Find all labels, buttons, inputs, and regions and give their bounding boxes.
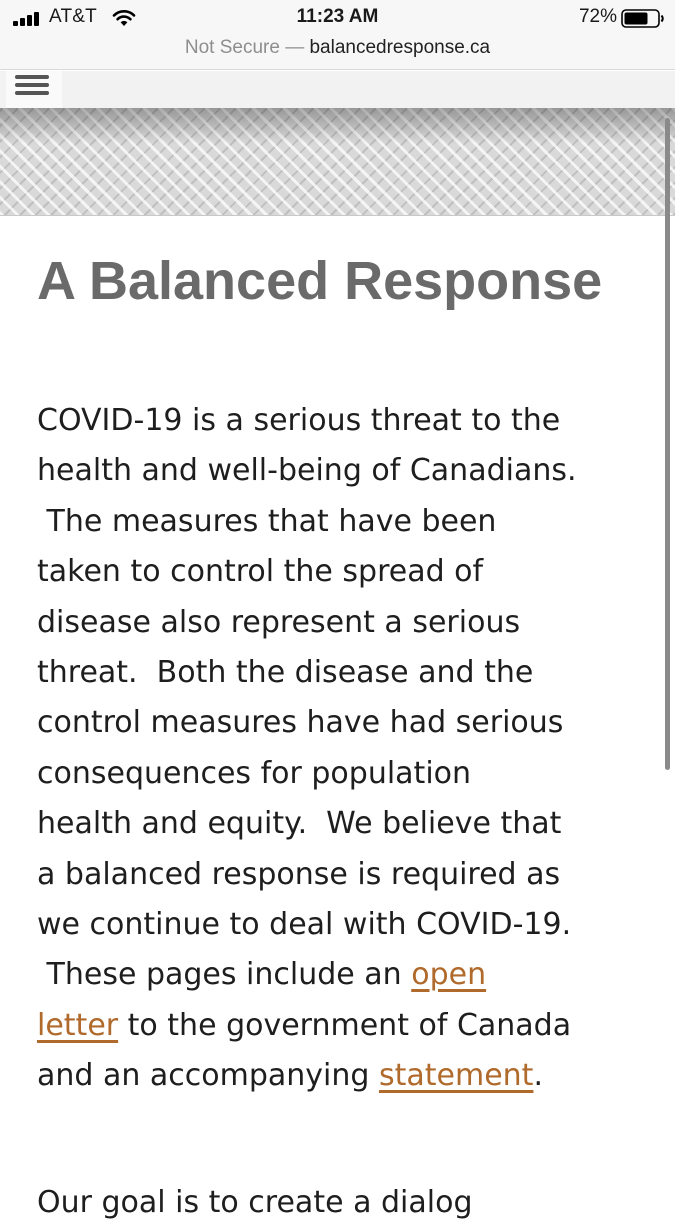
hamburger-menu-icon[interactable] <box>6 71 62 109</box>
intro-text: These pages include an <box>37 957 412 993</box>
banner-shadow <box>0 108 675 144</box>
intro-line: threat. Both the disease and the <box>37 655 534 691</box>
site-nav-bar <box>0 71 675 109</box>
intro-line <box>37 1001 647 1051</box>
url-separator: — <box>285 37 305 58</box>
intro-text: to the government of Canada <box>118 1007 572 1043</box>
intro-text: and an accompanying <box>37 1058 379 1094</box>
intro-line: taken to control the spread of <box>37 554 484 590</box>
open-letter-link[interactable]: letter <box>37 1007 119 1043</box>
battery-percentage: 72% <box>578 6 617 27</box>
intro-line: consequences for population <box>37 755 472 791</box>
clock: 11:23 AM <box>296 6 379 27</box>
statement-link[interactable]: statement <box>378 1058 534 1094</box>
intro-line: health and equity. We believe that <box>37 806 562 842</box>
intro-line: The measures that have been <box>37 503 497 539</box>
url-display[interactable] <box>0 37 675 59</box>
status-bar <box>0 0 675 36</box>
header-banner <box>0 108 675 216</box>
battery-icon <box>621 9 665 28</box>
intro-line: control measures have had serious <box>37 705 564 741</box>
security-label: Not Secure <box>184 37 280 58</box>
intro-line <box>37 1051 647 1101</box>
intro-text: . <box>533 1058 543 1094</box>
intro-line: COVID-19 is a serious threat to the <box>37 403 561 438</box>
intro-line: health and well-being of Canadians. <box>37 453 577 489</box>
open-letter-link[interactable]: open <box>411 957 487 993</box>
intro-line: disease also represent a serious <box>37 604 521 640</box>
intro-line <box>37 950 647 1000</box>
page-title: A Balanced Response <box>37 251 603 311</box>
browser-url-bar[interactable] <box>0 36 675 70</box>
url-domain: balancedresponse.ca <box>309 37 491 58</box>
intro-line: we continue to deal with COVID-19. <box>37 907 572 943</box>
intro-line: a balanced response is required as <box>37 856 561 892</box>
next-paragraph: Our goal is to create a dialog <box>37 1185 473 1220</box>
intro-paragraph <box>37 396 647 1102</box>
scrollbar[interactable] <box>665 118 670 770</box>
carrier-label: AT&T <box>49 6 97 27</box>
